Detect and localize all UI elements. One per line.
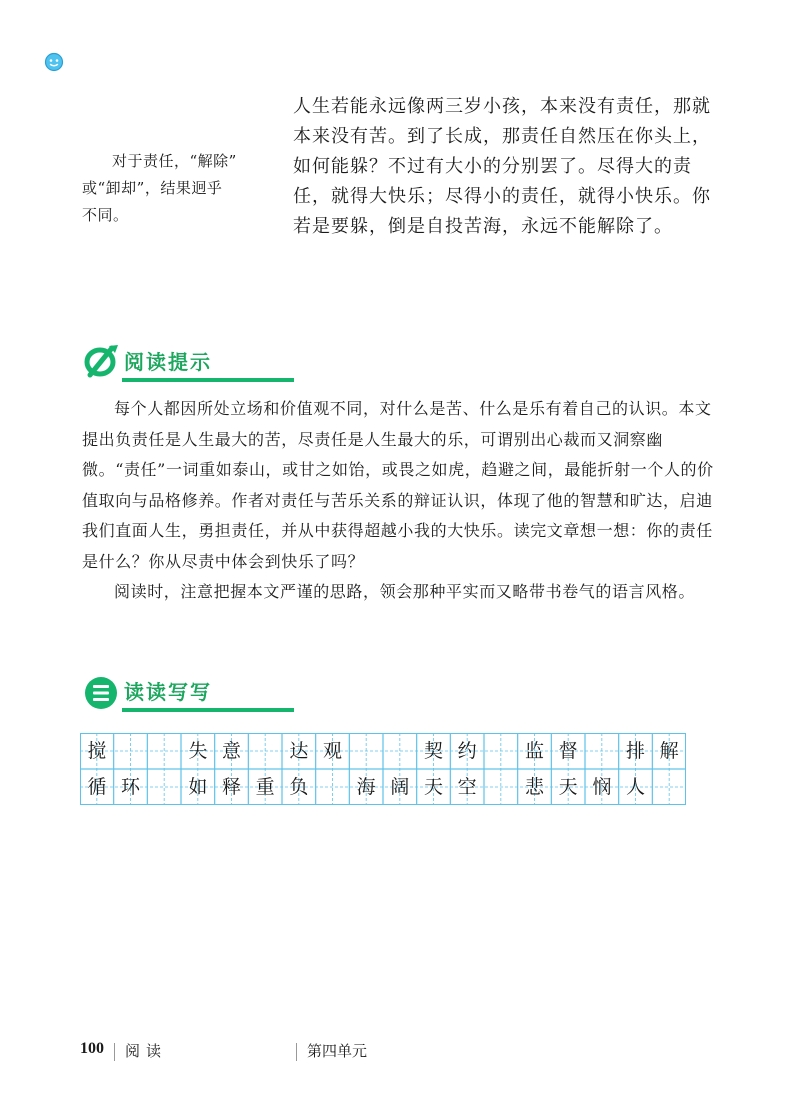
grid-char: 释 — [221, 776, 241, 798]
grid-char: 如 — [188, 776, 208, 798]
footer-divider-1 — [114, 1043, 115, 1061]
reading-hint-underline — [122, 378, 294, 382]
grid-char: 悲 — [524, 776, 544, 798]
reading-hint-paragraph-1: 每个人都因所处立场和价值观不同，对什么是苦、什么是乐有着自己的认识。本文提出负责任是人生最大的苦，尽责任是人生最大的乐，可谓别出心裁而又洞察幽微。“责任”一词重如泰山，或甘之如饴，或畏之如虎，趋避之间，最能折射一个人的价值取向与品格修养。作者对责任与苦乐关系的辩证认识，体现了他的智慧和旷达，启迪我们直面人生，勇担责任，并从中获得超越小我的大快乐。读完文章想一想：你的责任是什么？你从尽责中体会到快乐了吗？ — [82, 399, 714, 571]
unit-name: 第四单元 — [307, 1042, 368, 1060]
smiley-icon — [44, 52, 64, 72]
side-note-line-2: 或“卸却”，结果迥乎 — [82, 179, 223, 197]
grid-char: 解 — [659, 740, 679, 762]
grid-char: 督 — [558, 740, 578, 762]
side-note-line-1: 对于责任，“解除” — [112, 152, 237, 170]
grid-char: 重 — [255, 776, 275, 798]
writing-grid — [80, 733, 686, 805]
grid-char: 观 — [322, 740, 342, 762]
page-number: 100 — [80, 1040, 104, 1057]
read-write-title: 读读写写 — [124, 680, 212, 704]
reading-hint-title: 阅读提示 — [124, 350, 212, 374]
book-name: 阅读 — [125, 1042, 168, 1060]
reading-hint-body — [82, 394, 717, 608]
side-annotation — [82, 148, 262, 229]
grid-char: 约 — [457, 740, 477, 762]
grid-char: 空 — [457, 776, 477, 798]
grid-char: 负 — [289, 776, 309, 798]
grid-char: 天 — [558, 776, 578, 798]
grid-char: 排 — [625, 740, 645, 762]
reading-hint-paragraph-2: 阅读时，注意把握本文严谨的思路，领会那种平实而又略带书卷气的语言风格。 — [114, 582, 696, 601]
grid-char: 失 — [188, 740, 208, 762]
grid-char: 悯 — [592, 776, 612, 798]
footer-divider-2 — [296, 1043, 297, 1061]
main-paragraph: 人生若能永远像两三岁小孩，本来没有责任，那就本来没有苦。到了长成，那责任自然压在你头上，如何能躲？不过有大小的分别罢了。尽得大的责任，就得大快乐；尽得小的责任，就得小快乐。你若是要躲，倒是自投苦海，永远不能解除了。 — [293, 96, 711, 237]
grid-char: 环 — [120, 776, 140, 798]
grid-char: 意 — [221, 740, 241, 762]
grid-char: 人 — [625, 776, 645, 798]
read-write-underline — [122, 708, 294, 712]
grid-char: 海 — [356, 776, 376, 798]
reading-hint-icon — [82, 342, 122, 382]
grid-char: 循 — [87, 776, 107, 798]
grid-char: 契 — [423, 740, 443, 762]
side-note-line-3: 不同。 — [82, 206, 129, 224]
grid-char: 搅 — [87, 740, 107, 762]
grid-char: 阔 — [390, 776, 410, 798]
grid-char: 达 — [289, 740, 309, 762]
read-write-icon — [82, 672, 122, 712]
grid-char: 监 — [524, 740, 544, 762]
grid-char — [649, 769, 689, 805]
grid-char: 天 — [423, 776, 443, 798]
